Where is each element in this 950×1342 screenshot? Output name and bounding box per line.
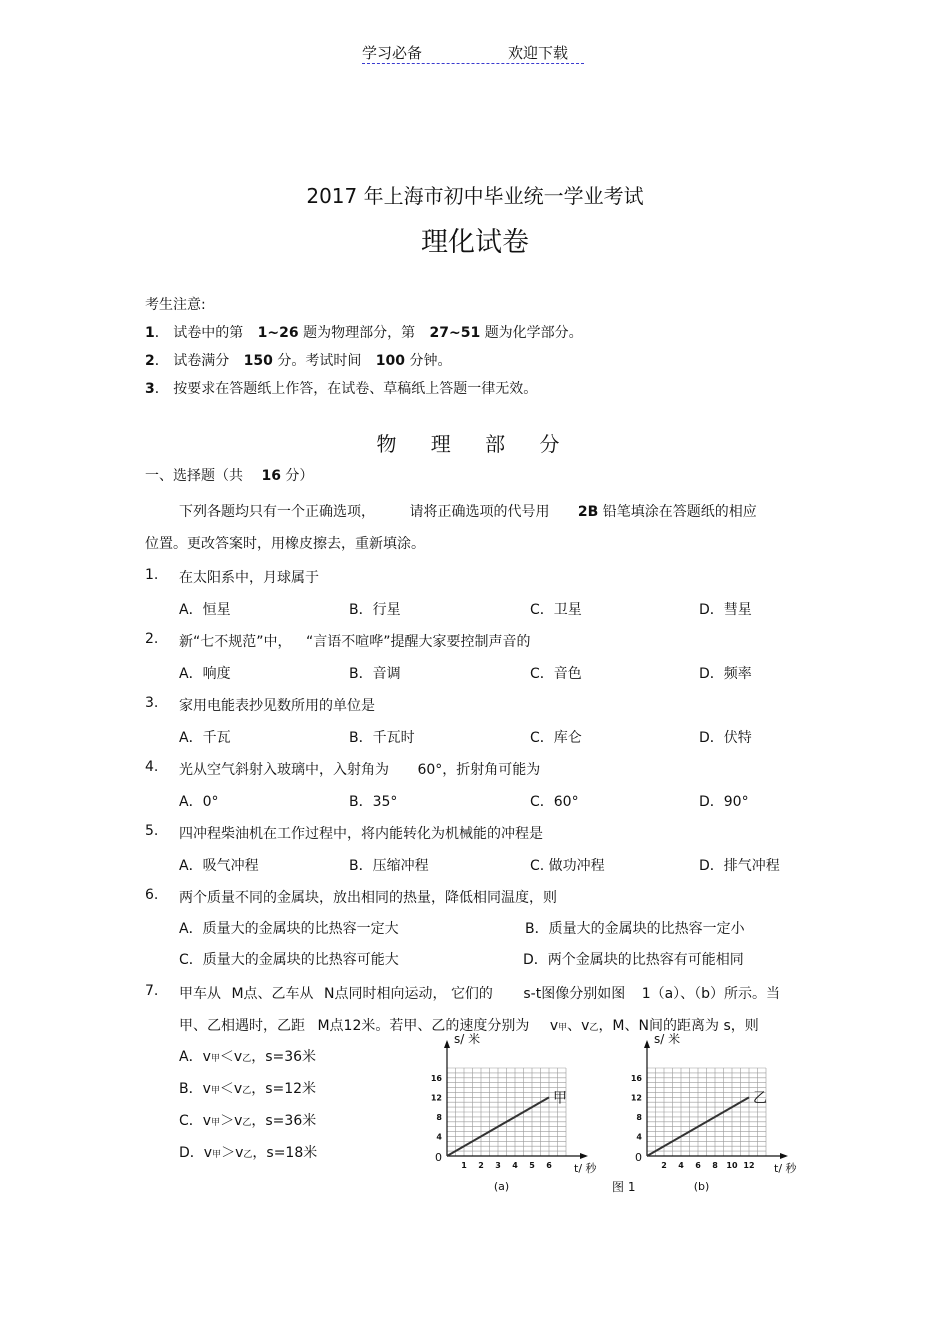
x-axis-arrow (780, 1153, 788, 1159)
option-b: B．千瓦时 (349, 730, 415, 746)
part-heading (145, 465, 313, 485)
stem-part: 甲车从 (179, 986, 221, 1002)
option-a: A．0° (179, 794, 219, 810)
x-axis-arrow (580, 1153, 588, 1159)
x-axis-label: t/ 秒 (774, 1162, 797, 1175)
y-axis-label: s/ 米 (654, 1032, 681, 1046)
question-number: 2. (145, 631, 159, 647)
option-b: B．35° (349, 794, 398, 810)
notice-text: 题为化学部分。 (484, 325, 583, 341)
option-c: C．音色 (530, 666, 582, 682)
question-number: 5. (145, 823, 159, 839)
notice-item-1: 1． 试卷中的第 1~26 题为物理部分，第 27~51 题为化学部分。 (145, 325, 583, 341)
notice-num: 1 (145, 325, 155, 341)
notice-text: 试卷满分 (173, 353, 230, 369)
notice-text: 试卷中的第 (173, 325, 244, 341)
y-tick-label: 16 (630, 1073, 642, 1083)
option-a: A．响度 (179, 666, 231, 682)
instructions-line-1 (179, 501, 757, 521)
x-tick-label: 6 (695, 1161, 701, 1170)
stem-part: M点12米。若甲、乙的速度分别为 (317, 1018, 530, 1034)
notice-value: 27~51 (429, 325, 481, 341)
notice-text: 分。考试时间 (277, 353, 362, 369)
y-tick-label: 4 (636, 1132, 642, 1142)
question-number: 6. (145, 887, 159, 903)
chart-subcaption: (a) (493, 1180, 510, 1193)
stem-part: 甲、乙相遇时，乙距 (179, 1018, 305, 1034)
section-title: 物 理 部 分 (376, 432, 574, 456)
question-stem-line-1 (179, 983, 780, 1003)
option-c: C．60° (530, 794, 579, 810)
question-number: 4. (145, 759, 159, 775)
x-axis-label: t/ 秒 (574, 1162, 597, 1175)
header-left: 学习必备 (362, 44, 423, 62)
option-a: A．千瓦 (179, 730, 231, 746)
option-c: C．v甲＞v乙，s=36米 (179, 1113, 317, 1129)
notice-num: 3 (145, 381, 155, 397)
y-tick-label: 16 (430, 1073, 442, 1083)
notice-text: 题为物理部分，第 (303, 325, 416, 341)
y-tick-label: 8 (636, 1112, 642, 1122)
question-stem: 在太阳系中，月球属于 (179, 570, 319, 586)
option-a: A．吸气冲程 (179, 858, 259, 874)
stem-part: 光从空气斜射入玻璃中，入射角为 (179, 762, 389, 778)
part-heading-text: 分） (285, 468, 314, 484)
question-number: 1. (145, 567, 159, 583)
question-stem: 家用电能表抄见数所用的单位是 (179, 698, 375, 714)
chart-subcaption: (b) (693, 1180, 710, 1193)
part-heading-text: 一、选择题（共 (145, 468, 243, 484)
x-tick-label: 12 (743, 1161, 755, 1170)
option-b: B．v甲＜v乙，s=12米 (179, 1081, 317, 1097)
stem-part: 1（a）、（b）所示。当 (641, 986, 781, 1002)
option-d: D．排气冲程 (699, 858, 780, 874)
y-tick-label: 4 (436, 1132, 442, 1142)
question-stem (179, 631, 530, 651)
stem-part: N点同时相向运动， (324, 986, 447, 1002)
subscript: 甲 (558, 1023, 568, 1033)
y-tick-label: 12 (430, 1093, 442, 1103)
option-d: D．90° (699, 794, 749, 810)
x-tick-label: 2 (478, 1161, 484, 1170)
x-tick-label: 5 (529, 1161, 535, 1170)
subscript: 乙 (589, 1023, 599, 1033)
stem-part: s-t图像分别如图 (523, 986, 626, 1002)
notice-item-3: 3． 按要求在答题纸上作答，在试卷、草稿纸上答题一律无效。 (145, 381, 538, 397)
stem-part: “言语不喧哗”提醒大家要控制声音的 (305, 634, 531, 650)
x-tick-label: 4 (512, 1161, 518, 1170)
option-b: B．音调 (349, 666, 401, 682)
chart-a (420, 1030, 620, 1200)
option-d: D．伏特 (699, 730, 752, 746)
y-tick-label: 12 (630, 1093, 642, 1103)
x-tick-label: 1 (461, 1161, 467, 1170)
y-tick-label: 8 (436, 1112, 442, 1122)
option-b: B．行星 (349, 602, 401, 618)
x-tick-label: 4 (678, 1161, 684, 1170)
chart-b (620, 1030, 820, 1200)
stem-part: M点、乙车从 (231, 986, 314, 1002)
x-tick-label: 10 (726, 1161, 738, 1170)
notice-heading: 考生注意: (145, 297, 206, 313)
notice-value: 100 (375, 353, 406, 369)
instruction-text: 铅笔填涂在答题纸的相应 (602, 504, 757, 520)
exam-title: 2017 年上海市初中毕业统一学业考试 (306, 184, 644, 208)
option-a: A．恒星 (179, 602, 231, 618)
series-label: 甲 (553, 1090, 567, 1107)
x-tick-label: 3 (495, 1161, 501, 1170)
notice-text: 分钟。 (409, 353, 452, 369)
stem-part: 新“七不规范”中， (179, 634, 292, 650)
part-score: 16 (261, 468, 281, 484)
x-tick-label: 6 (546, 1161, 552, 1170)
instruction-text: 请将正确选项的代号用 (409, 504, 550, 520)
question-number: 7. (145, 983, 159, 999)
option-d: D．两个金属块的比热容有可能相同 (523, 952, 744, 968)
instruction-text: 下列各题均只有一个正确选项， (179, 504, 375, 520)
option-d: D．彗星 (699, 602, 752, 618)
y-axis-arrow (444, 1040, 450, 1048)
notice-text: 按要求在答题纸上作答，在试卷、草稿纸上答题一律无效。 (173, 381, 538, 397)
stem-part: v (549, 1018, 559, 1034)
instructions-line-2: 位置。更改答案时，用橡皮擦去，重新填涂。 (145, 536, 425, 552)
question-stem: 四冲程柴油机在工作过程中，将内能转化为机械能的冲程是 (179, 826, 543, 842)
x-tick-label: 2 (661, 1161, 667, 1170)
option-b: B．质量大的金属块的比热容一定小 (525, 921, 745, 937)
notice-item-2: 2． 试卷满分 150 分。考试时间 100 分钟。 (145, 353, 452, 369)
y-axis-arrow (644, 1040, 650, 1048)
figure-caption: 图 1 (612, 1180, 636, 1194)
option-d: D．频率 (699, 666, 752, 682)
option-b: B．压缩冲程 (349, 858, 429, 874)
notice-num: 2 (145, 353, 155, 369)
notice-value: 1~26 (257, 325, 299, 341)
question-number: 3. (145, 695, 159, 711)
option-d: D．v甲＞v乙，s=18米 (179, 1145, 318, 1161)
option-a: A．v甲＜v乙，s=36米 (179, 1049, 317, 1065)
option-c: C．质量大的金属块的比热容可能大 (179, 952, 399, 968)
question-stem (179, 759, 540, 779)
x-tick-label: 8 (712, 1161, 718, 1170)
stem-part: 60°，折射角可能为 (417, 762, 541, 778)
pencil-grade: 2B (577, 504, 599, 520)
option-a: A．质量大的金属块的比热容一定大 (179, 921, 399, 937)
stem-part: ，M、N间的距离为 s，则 (598, 1018, 759, 1034)
option-c: C．库仑 (530, 730, 582, 746)
stem-part: 、v (567, 1018, 590, 1034)
origin-label: 0 (635, 1151, 642, 1164)
header-right: 欢迎下载 (508, 44, 569, 62)
origin-label: 0 (435, 1151, 442, 1164)
header-underline (362, 63, 584, 64)
option-c: C. 做功冲程 (530, 858, 605, 874)
series-label: 乙 (753, 1090, 767, 1107)
option-c: C．卫星 (530, 602, 582, 618)
y-axis-label: s/ 米 (454, 1032, 481, 1046)
notice-value: 150 (243, 353, 273, 369)
question-stem: 两个质量不同的金属块，放出相同的热量，降低相同温度，则 (179, 890, 557, 906)
stem-part: 它们的 (450, 986, 493, 1002)
paper-title: 理化试卷 (421, 227, 529, 258)
